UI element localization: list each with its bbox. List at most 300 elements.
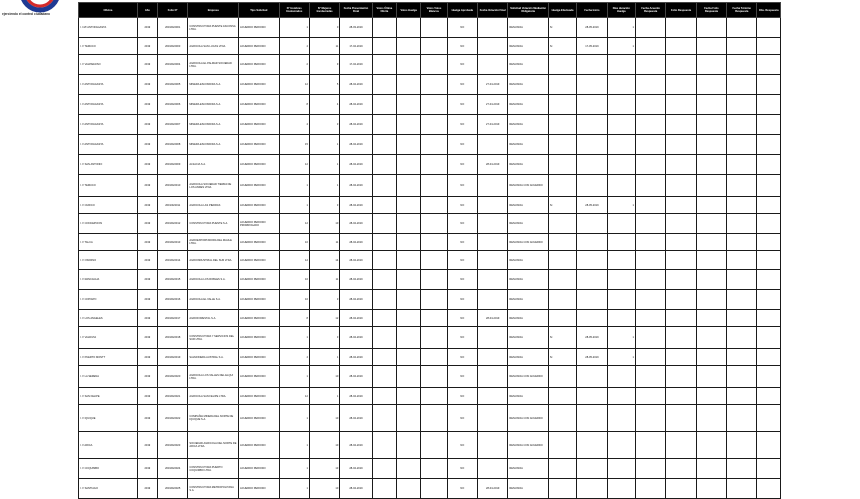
table-cell <box>696 115 726 135</box>
table-cell: NO <box>447 175 477 197</box>
table-cell <box>396 95 420 115</box>
table-cell <box>477 197 507 214</box>
table-cell: 12 <box>279 388 309 405</box>
table-cell <box>635 366 665 388</box>
table-cell <box>757 155 781 175</box>
table-cell: RENUNCIA <box>508 349 549 366</box>
table-cell <box>727 175 757 197</box>
table-cell: 1 <box>309 155 339 175</box>
table-cell: 12 <box>309 310 339 327</box>
table-cell: 10 <box>309 366 339 388</box>
table-cell: MINERA ESCONDIDA S.A. <box>188 95 239 115</box>
table-cell: 28-04-2019 <box>340 327 372 349</box>
table-cell: 11 <box>309 38 339 55</box>
table-cell: 2019 <box>137 270 157 290</box>
table-cell <box>372 234 396 251</box>
table-cell: 28-04-2019 <box>340 155 372 175</box>
table-cell <box>421 18 447 38</box>
table-cell <box>635 115 665 135</box>
table-cell <box>421 327 447 349</box>
table-cell: 2019 <box>137 18 157 38</box>
table-cell: 2019 <box>137 388 157 405</box>
table-cell: 17-05-2019 <box>577 38 607 55</box>
table-cell: AGRICOLA SOCIEDAD TIERRA DE LOS ANDES LTDA. <box>188 175 239 197</box>
table-cell: AGRICOLA SAN FELIPE LTDA. <box>188 388 239 405</box>
table-cell: ACUERDO PERIODO <box>239 405 280 432</box>
table-cell <box>727 234 757 251</box>
table-cell <box>396 234 420 251</box>
table-cell <box>477 38 507 55</box>
table-cell: 28-04-2019 <box>340 197 372 214</box>
table-cell: ACUERDO PERIODO <box>239 38 280 55</box>
table-cell: 2019 <box>137 38 157 55</box>
table-cell: ACUERDO PERIODO <box>239 18 280 38</box>
table-cell: MINERA ESCONDIDA S.A. <box>188 75 239 95</box>
table-cell: 2019/022025 <box>158 479 188 499</box>
table-cell <box>757 270 781 290</box>
table-cell: NO <box>447 95 477 115</box>
column-header: N° Mujeres Involucradas <box>309 3 339 18</box>
table-cell <box>372 115 396 135</box>
table-cell <box>727 366 757 388</box>
table-cell <box>696 270 726 290</box>
table-cell <box>372 479 396 499</box>
table-cell: 1 <box>309 175 339 197</box>
table-cell <box>372 197 396 214</box>
table-cell: CONSTRUCTORA PUENTE ASCONSA LTDA. <box>188 18 239 38</box>
table-cell: RENUNCIA <box>508 75 549 95</box>
table-cell: 1 <box>607 349 635 366</box>
table-cell: 2019/022010 <box>158 175 188 197</box>
table-cell <box>696 135 726 155</box>
table-cell <box>372 459 396 479</box>
table-cell <box>396 366 420 388</box>
table-cell <box>548 214 576 234</box>
table-cell <box>635 327 665 349</box>
table-header-row <box>79 3 781 18</box>
table-cell <box>577 135 607 155</box>
column-header: Fecha Inicio <box>577 3 607 18</box>
table-cell: I. Iª VALPARAISO <box>79 55 138 75</box>
table-row <box>79 270 781 290</box>
table-cell: NO <box>447 327 477 349</box>
table-cell <box>396 270 420 290</box>
table-cell: Sí <box>548 327 576 349</box>
table-cell: ACUERDO PERIODO <box>239 75 280 95</box>
table-cell <box>477 349 507 366</box>
table-cell <box>477 18 507 38</box>
table-cell: 1 <box>607 38 635 55</box>
table-cell: AGROEXPORTADORA DEL MAULE LTDA. <box>188 234 239 251</box>
table-cell: RENUNCIA <box>508 115 549 135</box>
table-cell <box>372 18 396 38</box>
table-cell <box>372 214 396 234</box>
table-cell <box>757 175 781 197</box>
table-cell <box>396 349 420 366</box>
table-cell: 11 <box>309 270 339 290</box>
table-cell <box>548 251 576 270</box>
column-header: Votos Última Oferta <box>372 3 396 18</box>
table-cell: 2019/022005 <box>158 75 188 95</box>
column-header: Folio N° <box>158 3 188 18</box>
table-cell: 28-04-2019 <box>340 432 372 459</box>
table-cell <box>548 270 576 290</box>
table-cell <box>727 270 757 290</box>
table-cell <box>696 479 726 499</box>
table-cell: 2019 <box>137 290 157 310</box>
table-cell <box>577 234 607 251</box>
table-cell: RENUNCIA <box>508 270 549 290</box>
table-cell: 1 <box>279 197 309 214</box>
table-cell <box>757 349 781 366</box>
table-cell <box>372 349 396 366</box>
table-cell: 2019/022007 <box>158 115 188 135</box>
table-cell: ACUERDO PERIODO <box>239 135 280 155</box>
table-cell <box>666 135 696 155</box>
table-cell: 4 <box>279 115 309 135</box>
table-cell: I. Iª PUERTO MONTT <box>79 349 138 366</box>
table-cell <box>577 270 607 290</box>
table-cell <box>477 214 507 234</box>
table-cell <box>372 270 396 290</box>
table-cell: 1 <box>279 432 309 459</box>
table-cell: 28-05-2019 <box>577 197 607 214</box>
table-cell <box>727 155 757 175</box>
table-cell <box>635 270 665 290</box>
table-cell: CONSTRUCTORA METROPOLITANA S.A. <box>188 479 239 499</box>
table-cell <box>607 234 635 251</box>
column-header: Votos Huelga <box>396 3 420 18</box>
table-cell: ACUERDO PERIODO <box>239 197 280 214</box>
table-cell: NO <box>447 197 477 214</box>
table-cell <box>727 75 757 95</box>
table-cell <box>421 38 447 55</box>
table-cell: ACUERDO PERIODO <box>239 327 280 349</box>
table-cell: 1 <box>279 405 309 432</box>
table-cell <box>372 405 396 432</box>
table-cell: 2019/022016 <box>158 290 188 310</box>
table-cell <box>577 55 607 75</box>
table-cell <box>607 290 635 310</box>
table-row <box>79 55 781 75</box>
table-cell <box>396 18 420 38</box>
table-cell <box>666 175 696 197</box>
table-cell: 15 <box>279 135 309 155</box>
column-header: Solicitud Votación Mediación Obligatoria <box>508 3 549 18</box>
table-cell <box>666 290 696 310</box>
table-cell <box>666 388 696 405</box>
table-cell: 2019 <box>137 175 157 197</box>
table-cell <box>696 327 726 349</box>
column-header: Obs. Respuesta <box>757 3 781 18</box>
table-cell <box>635 197 665 214</box>
table-cell <box>372 290 396 310</box>
column-header: Oficina <box>79 3 138 18</box>
table-cell <box>607 270 635 290</box>
table-cell <box>696 349 726 366</box>
table-cell <box>635 234 665 251</box>
table-cell: NO <box>447 388 477 405</box>
table-cell <box>635 251 665 270</box>
table-cell <box>421 214 447 234</box>
motto: ejerciendo el control ciudadano <box>2 12 50 16</box>
table-cell: ACUERDO PERIODO <box>239 251 280 270</box>
table-cell: 2019 <box>137 75 157 95</box>
table-cell <box>548 405 576 432</box>
table-cell: RENUNCIA CON ACUERDO <box>508 366 549 388</box>
table-cell: ACUERDO PERIODO <box>239 234 280 251</box>
table-cell: 2019 <box>137 432 157 459</box>
table-cell: I. Iª SANTIAGO <box>79 479 138 499</box>
table-cell <box>635 405 665 432</box>
table-cell <box>372 155 396 175</box>
table-cell <box>577 155 607 175</box>
table-cell: I. Iª RANCAGUA <box>79 270 138 290</box>
table-cell: RENUNCIA <box>508 155 549 175</box>
table-cell: SOCIEDAD AGRICOLA DEL NORTE DE ARICA LTDA. <box>188 432 239 459</box>
table-cell: RENUNCIA <box>508 197 549 214</box>
table-cell <box>421 432 447 459</box>
table-cell <box>666 95 696 115</box>
table-cell: Sí <box>548 197 576 214</box>
table-cell: 28-04-2019 <box>477 155 507 175</box>
table-cell <box>696 405 726 432</box>
column-header: Fecha Presentación Final <box>340 3 372 18</box>
table-row <box>79 479 781 499</box>
table-cell <box>421 175 447 197</box>
table-cell <box>727 432 757 459</box>
table-cell: 2019/022011 <box>158 197 188 214</box>
table-cell <box>421 234 447 251</box>
table-cell <box>548 310 576 327</box>
strike-records-table <box>78 2 781 499</box>
table-cell <box>548 155 576 175</box>
table-cell: 28-04-2019 <box>340 95 372 115</box>
table-cell: ACUERDO PERIODO <box>239 366 280 388</box>
table-cell: AGROFORESTAL S.A. <box>188 310 239 327</box>
table-cell: 28-05-2019 <box>577 349 607 366</box>
table-cell: NO <box>447 135 477 155</box>
column-header: N° Hombres Involucrados <box>279 3 309 18</box>
table-cell <box>696 251 726 270</box>
table-cell: 2019 <box>137 405 157 432</box>
table-cell: I. Iª COPIAPO <box>79 290 138 310</box>
table-cell: RENUNCIA <box>508 388 549 405</box>
table-cell <box>757 75 781 95</box>
table-cell <box>548 95 576 115</box>
table-cell <box>477 388 507 405</box>
table-cell <box>666 405 696 432</box>
table-cell: 2019 <box>137 366 157 388</box>
table-cell: 2019 <box>137 155 157 175</box>
table-cell <box>577 479 607 499</box>
table-cell: 2019/022008 <box>158 135 188 155</box>
table-cell <box>727 290 757 310</box>
table-cell: RENUNCIA CON ACUERDO <box>508 234 549 251</box>
table-cell <box>635 75 665 95</box>
table-cell: AGRICOLA LOS VALLES DEL ELQUI LTDA. <box>188 366 239 388</box>
table-cell: NO <box>447 366 477 388</box>
table-cell: 2019 <box>137 327 157 349</box>
table-cell <box>421 75 447 95</box>
table-cell <box>477 135 507 155</box>
table-cell <box>421 197 447 214</box>
table-cell: 2019/022024 <box>158 459 188 479</box>
table-cell <box>635 135 665 155</box>
table-cell: NO <box>447 214 477 234</box>
table-cell <box>696 459 726 479</box>
table-cell <box>696 197 726 214</box>
table-cell: 27-04-2019 <box>477 115 507 135</box>
table-cell: I. Iª CONCEPCION <box>79 214 138 234</box>
table-cell: RENUNCIA <box>508 479 549 499</box>
table-cell: 9 <box>309 55 339 75</box>
table-cell <box>727 18 757 38</box>
table-cell <box>757 234 781 251</box>
table-cell: Sí <box>548 349 576 366</box>
table-cell <box>421 366 447 388</box>
table-cell <box>727 310 757 327</box>
table-cell <box>396 155 420 175</box>
table-cell <box>757 459 781 479</box>
table-cell: 1 <box>607 197 635 214</box>
table-row <box>79 18 781 38</box>
table-cell <box>727 349 757 366</box>
table-cell: 2019/022018 <box>158 327 188 349</box>
table-cell: 2019/022012 <box>158 214 188 234</box>
table-cell: NO <box>447 75 477 95</box>
table-cell <box>635 95 665 115</box>
table-cell: 1 <box>309 388 339 405</box>
table-cell <box>635 459 665 479</box>
table-cell: 1 <box>309 349 339 366</box>
table-row <box>79 115 781 135</box>
table-cell <box>757 388 781 405</box>
table-cell <box>635 214 665 234</box>
table-cell <box>396 290 420 310</box>
table-cell <box>477 432 507 459</box>
table-row <box>79 366 781 388</box>
table-cell <box>666 310 696 327</box>
table-row <box>79 197 781 214</box>
table-cell <box>757 18 781 38</box>
table-cell: NO <box>447 405 477 432</box>
table-cell <box>396 135 420 155</box>
table-cell <box>727 38 757 55</box>
table-cell <box>548 479 576 499</box>
table-cell: SALMONERA AUSTRAL S.A. <box>188 349 239 366</box>
table-cell <box>421 135 447 155</box>
table-cell <box>666 366 696 388</box>
table-cell: I. Iª TEMUCO <box>79 175 138 197</box>
table-row <box>79 38 781 55</box>
table-cell <box>607 55 635 75</box>
table-cell: 11 <box>309 234 339 251</box>
table-cell <box>421 251 447 270</box>
table-cell <box>696 18 726 38</box>
table-cell: 28-04-2019 <box>477 310 507 327</box>
table-cell <box>577 290 607 310</box>
table-cell: 27-04-2019 <box>477 95 507 115</box>
table-cell <box>635 38 665 55</box>
table-cell: I. Iª IQUIQUE <box>79 405 138 432</box>
column-header: Huelga Efectuada <box>548 3 576 18</box>
table-cell: NO <box>447 310 477 327</box>
table-cell <box>607 75 635 95</box>
table-cell: ACUERDO PERIODO <box>239 310 280 327</box>
table-cell: RENUNCIA <box>508 327 549 349</box>
table-cell <box>396 251 420 270</box>
table-cell <box>757 327 781 349</box>
table-cell: 2019/022015 <box>158 270 188 290</box>
table-cell <box>548 432 576 459</box>
table-cell: I. Iª TEMUCO <box>79 38 138 55</box>
table-cell <box>396 388 420 405</box>
table-cell <box>421 155 447 175</box>
table-cell: 2019 <box>137 349 157 366</box>
table-cell: 2019/022014 <box>158 251 188 270</box>
table-cell <box>666 234 696 251</box>
table-cell: RENUNCIA <box>508 251 549 270</box>
table-row <box>79 214 781 234</box>
table-cell: AGRICOLA LOS ROBLES S.A. <box>188 270 239 290</box>
table-cell <box>421 290 447 310</box>
table-cell: 28-04-2019 <box>340 310 372 327</box>
table-cell: 4 <box>309 95 339 115</box>
table-cell <box>635 155 665 175</box>
table-cell <box>757 55 781 75</box>
table-cell <box>727 95 757 115</box>
table-cell: RENUNCIA <box>508 18 549 38</box>
table-cell: 1 <box>279 479 309 499</box>
table-cell: 2019 <box>137 197 157 214</box>
table-cell: 2019 <box>137 115 157 135</box>
table-cell <box>577 459 607 479</box>
table-cell: RENUNCIA CON ACUERDO <box>508 405 549 432</box>
table-cell <box>421 310 447 327</box>
table-cell <box>577 95 607 115</box>
table-cell <box>396 405 420 432</box>
table-cell <box>666 18 696 38</box>
table-cell: RENUNCIA <box>508 135 549 155</box>
table-cell <box>757 366 781 388</box>
table-cell: I. Iª OSORNO <box>79 251 138 270</box>
table-cell: ACUERDO PERIODO <box>239 388 280 405</box>
table-cell: RENUNCIA <box>508 38 549 55</box>
table-cell: 2019/022017 <box>158 310 188 327</box>
table-cell: I. Iª ANTOFAGASTA <box>79 115 138 135</box>
table-cell: ACUERDO PERIODO <box>239 459 280 479</box>
table-cell <box>696 388 726 405</box>
table-cell: 10 <box>309 214 339 234</box>
table-cell <box>696 214 726 234</box>
table-cell <box>727 135 757 155</box>
table-cell: ACUERDO PERIODO <box>239 349 280 366</box>
table-cell: 10 <box>279 290 309 310</box>
table-cell <box>696 75 726 95</box>
table-cell: 28-04-2019 <box>340 479 372 499</box>
table-cell <box>666 55 696 75</box>
table-cell: 1 <box>607 327 635 349</box>
column-header: Empresa <box>188 3 239 18</box>
table-cell: RENUNCIA <box>508 290 549 310</box>
table-cell <box>666 349 696 366</box>
table-cell <box>421 388 447 405</box>
table-cell: AGRICOLA LAS PIEDRAS <box>188 197 239 214</box>
table-cell: Sí <box>548 18 576 38</box>
table-cell <box>607 366 635 388</box>
table-cell: AGRICOLA EL VALLE S.A. <box>188 290 239 310</box>
